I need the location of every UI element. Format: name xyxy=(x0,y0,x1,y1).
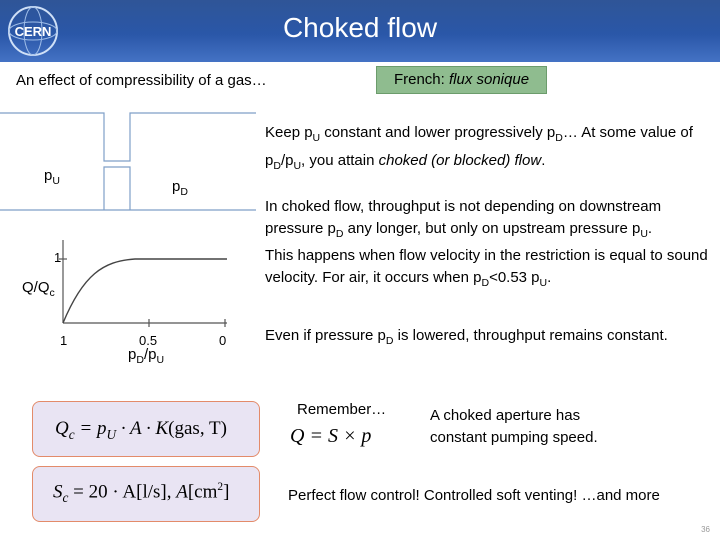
logo-text: CERN xyxy=(14,24,52,39)
x-label-sep: /p xyxy=(143,346,157,363)
flow-curve xyxy=(63,259,227,323)
upstream-pressure-label xyxy=(44,165,60,193)
x-tick-right-label: 0 xyxy=(219,333,227,348)
aperture-note: A choked aperture has constant pumping speed. xyxy=(430,407,598,446)
x-label-b-sub: U xyxy=(156,354,165,366)
remember-formula: Q = S × p xyxy=(290,425,372,447)
page-title: Choked flow xyxy=(282,12,438,43)
french-badge xyxy=(376,66,547,94)
closing-statement: Perfect flow control! Controlled soft venting! …and more xyxy=(288,487,660,504)
x-label-a-sub: D xyxy=(136,354,144,366)
french-prefix: French: xyxy=(393,71,449,88)
y-label-main: Q/Q xyxy=(22,279,50,296)
x-axis-label xyxy=(128,344,164,372)
downstream-pressure-label xyxy=(172,176,188,204)
paragraph-keep-pu: Keep $p_U$ constant and lower progressively $p_D\dots$ At some value of $p_D/p_U$, you attain choked (or blocked) flow. xyxy=(265,124,693,172)
intro-text: An effect of compressibility of a gas… xyxy=(16,72,267,89)
formula-box-throughput: $Q_c = p_U \cdot A \cdot K(gas$, T) xyxy=(32,401,260,457)
pd-symbol: p xyxy=(172,178,181,195)
throughput-graph xyxy=(55,235,245,330)
page-number: 36 xyxy=(701,525,710,534)
constriction-lower xyxy=(104,167,130,210)
remember-label: Remember… xyxy=(297,401,387,418)
paragraph-choked-flow: In choked flow, throughput is not depending on downstream pressure $p_D$ any longer, but only on upstream pressure $p_U$. This happens when flow velocity in the restriction is equal to sound velocity. For air, it occurs when $p_D<0.53$ $p_U$. xyxy=(265,198,708,289)
x-label-a: p xyxy=(128,346,137,363)
x-tick-mid-label: 0.5 xyxy=(139,333,158,348)
y-label-sub: c xyxy=(49,287,55,299)
french-term: flux sonique xyxy=(448,71,530,88)
x-tick-left-label: 1 xyxy=(60,333,68,348)
formula-box-speed: $S_c = 20 \cdot A[l/s]$, $A[cm^2]$ xyxy=(32,466,260,522)
pu-symbol: p xyxy=(44,167,53,184)
pu-sub: U xyxy=(52,175,60,187)
pd-sub: D xyxy=(180,186,188,198)
upper-wall xyxy=(0,113,256,161)
y-tick-label: 1 xyxy=(54,250,62,265)
paragraph-even-if: Even if pressure $p_D$ is lowered, throughput remains constant. xyxy=(265,327,668,347)
y-axis-label xyxy=(22,277,55,305)
restriction-diagram xyxy=(0,105,260,215)
